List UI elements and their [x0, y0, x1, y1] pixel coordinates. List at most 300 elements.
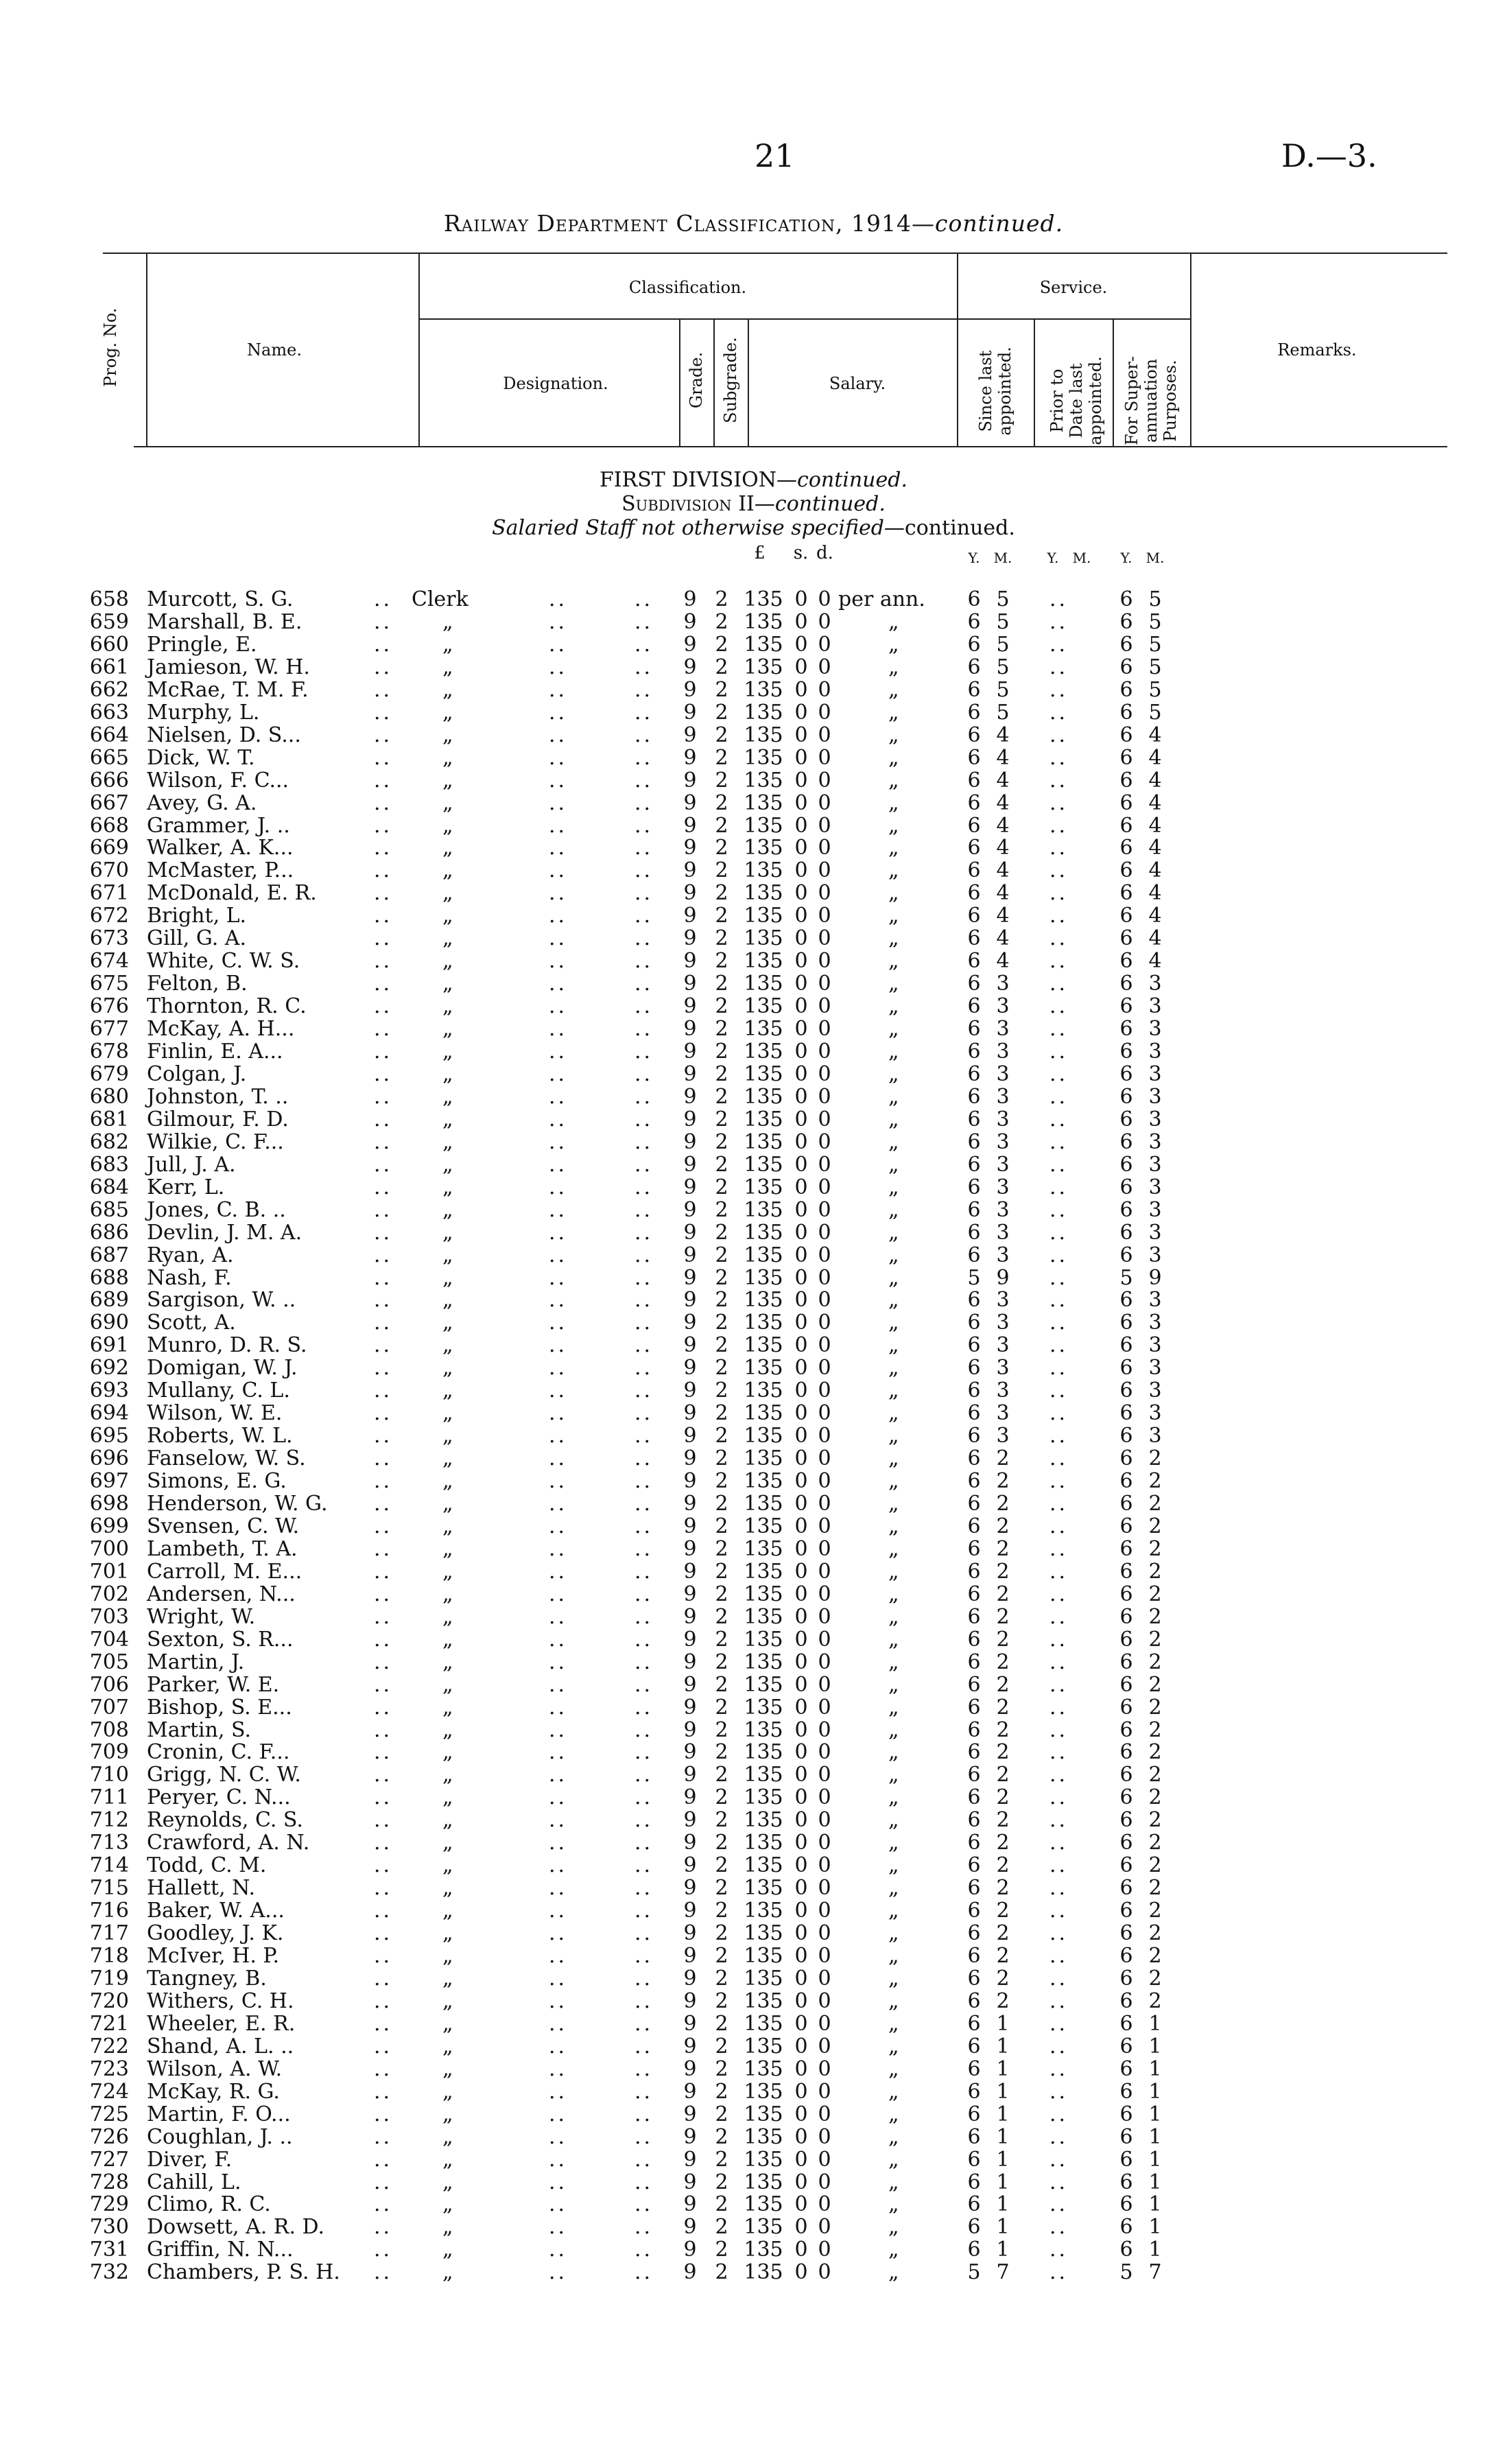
since-months: 3	[996, 1288, 1010, 1313]
leader-dots: ..	[374, 1311, 393, 1335]
grade: 9	[683, 2192, 697, 2217]
grade: 9	[683, 1084, 697, 1109]
leader-dots: ..	[374, 790, 393, 815]
leader-dots: ..	[549, 2260, 568, 2285]
leader-dots: ..	[1049, 1469, 1069, 1494]
leader-dots: ..	[1049, 836, 1069, 860]
super-months: 3	[1148, 1356, 1162, 1381]
grade: 9	[683, 1424, 697, 1448]
super-years: 6	[1119, 1446, 1133, 1471]
subgrade: 2	[715, 836, 728, 860]
since-years: 6	[967, 1853, 981, 1878]
super-months: 2	[1148, 1740, 1162, 1765]
salary-shillings: 0	[794, 926, 808, 951]
since-months: 1	[996, 2011, 1010, 2036]
designation-ditto: „	[442, 1808, 453, 1833]
person-name: Dick, W. T.	[147, 745, 255, 770]
designation-ditto: „	[442, 1040, 453, 1064]
leader-dots: ..	[374, 2192, 393, 2217]
super-months: 4	[1148, 745, 1162, 770]
since-years: 6	[967, 1175, 981, 1199]
designation-ditto: „	[442, 1492, 453, 1516]
leader-dots: ..	[374, 1197, 393, 1222]
since-months: 2	[996, 1672, 1010, 1697]
subgrade: 2	[715, 2124, 728, 2149]
salary-period-ditto: „	[888, 1650, 899, 1674]
since-months: 4	[996, 813, 1010, 838]
salary-shillings: 0	[794, 1763, 808, 1787]
salary-pounds: 135	[744, 2011, 783, 2036]
prog-no: 686	[89, 1220, 129, 1245]
leader-dots: ..	[374, 1604, 393, 1629]
leader-dots: ..	[634, 836, 654, 860]
designation-ditto: „	[442, 2102, 453, 2126]
prog-no: 718	[89, 1944, 129, 1968]
header-bottom-rule	[134, 446, 1447, 447]
leader-dots: ..	[549, 609, 568, 634]
since-years: 6	[967, 1740, 981, 1765]
salary-pounds: 135	[744, 2215, 783, 2240]
person-name: Colgan, J.	[147, 1061, 247, 1086]
leader-dots: ..	[1049, 1785, 1069, 1810]
salary-shillings: 0	[794, 1695, 808, 1720]
salary-period-ditto: „	[888, 881, 899, 906]
salary-pounds: 135	[744, 1175, 783, 1199]
since-months: 4	[996, 904, 1010, 928]
since-years: 6	[967, 745, 981, 770]
salary-pounds: 135	[744, 2079, 783, 2104]
leader-dots: ..	[374, 2034, 393, 2058]
leader-dots: ..	[1049, 2260, 1069, 2285]
super-years: 6	[1119, 1785, 1133, 1810]
grade: 9	[683, 1288, 697, 1313]
subgrade: 2	[715, 1876, 728, 1901]
subgrade: 2	[715, 904, 728, 928]
super-years: 6	[1119, 1559, 1133, 1584]
leader-dots: ..	[374, 723, 393, 747]
salary-pence: 0	[818, 1763, 831, 1787]
subgrade: 2	[715, 1966, 728, 1991]
since-years: 6	[967, 1582, 981, 1606]
salary-shillings: 0	[794, 1536, 808, 1561]
salary-shillings: 0	[794, 1627, 808, 1652]
since-years: 6	[967, 1356, 981, 1381]
since-years: 6	[967, 1492, 981, 1516]
salary-shillings: 0	[794, 1017, 808, 1042]
leader-dots: ..	[374, 2260, 393, 2285]
salary-shillings: 0	[794, 1582, 808, 1606]
subgrade: 2	[715, 587, 728, 611]
subdivision-heading-text: Subdivision II—	[621, 492, 775, 516]
salary-shillings: 0	[794, 1559, 808, 1584]
super-months: 3	[1148, 972, 1162, 996]
grade: 9	[683, 1853, 697, 1878]
leader-dots: ..	[374, 1040, 393, 1064]
salary-pounds: 135	[744, 836, 783, 860]
leader-dots: ..	[634, 2056, 654, 2081]
leader-dots: ..	[1049, 745, 1069, 770]
person-name: Wilson, W. E.	[147, 1401, 283, 1426]
salary-shillings: 0	[794, 1084, 808, 1109]
salary-period-ditto: „	[888, 1129, 899, 1154]
since-years: 6	[967, 1333, 981, 1358]
header-mid-rule	[418, 318, 1190, 320]
division-heading-text: FIRST DIVISION—	[599, 468, 798, 492]
super-years: 6	[1119, 1876, 1133, 1901]
designation-ditto: „	[442, 1311, 453, 1335]
prog-no: 667	[89, 790, 129, 815]
salary-pence: 0	[818, 1672, 831, 1697]
grade: 9	[683, 836, 697, 860]
subgrade: 2	[715, 1492, 728, 1516]
header-divider	[1190, 253, 1191, 446]
salary-pounds: 135	[744, 1604, 783, 1629]
leader-dots: ..	[549, 1265, 568, 1290]
leader-dots: ..	[1049, 858, 1069, 883]
prog-no: 698	[89, 1492, 129, 1516]
person-name: White, C. W. S.	[147, 949, 300, 974]
salary-shillings: 0	[794, 1876, 808, 1901]
salary-period-ditto: „	[888, 1559, 899, 1584]
salary-shillings: 0	[794, 1650, 808, 1674]
person-name: Nielsen, D. S...	[147, 723, 301, 747]
salary-pounds: 135	[744, 1061, 783, 1086]
person-name: Gilmour, F. D.	[147, 1107, 289, 1131]
super-months: 2	[1148, 1899, 1162, 1923]
designation-ditto: „	[442, 1536, 453, 1561]
salary-period-ditto: „	[888, 1469, 899, 1494]
salary-period-ditto: „	[888, 1107, 899, 1131]
leader-dots: ..	[1049, 1899, 1069, 1923]
salary-pence: 0	[818, 1040, 831, 1064]
leader-dots: ..	[634, 1469, 654, 1494]
grade: 9	[683, 1017, 697, 1042]
salary-period-ditto: „	[888, 1197, 899, 1222]
unit-months: M.	[1146, 550, 1165, 566]
leader-dots: ..	[374, 926, 393, 951]
salary-shillings: 0	[794, 609, 808, 634]
leader-dots: ..	[374, 2079, 393, 2104]
salary-pounds: 135	[744, 1717, 783, 1742]
salary-shillings: 0	[794, 858, 808, 883]
salary-pence: 0	[818, 745, 831, 770]
leader-dots: ..	[549, 904, 568, 928]
super-years: 6	[1119, 745, 1133, 770]
salary-period-ditto: „	[888, 1921, 899, 1946]
designation-ditto: „	[442, 1152, 453, 1177]
leader-dots: ..	[1049, 1061, 1069, 1086]
salary-shillings: 0	[794, 1401, 808, 1426]
header-divider	[1113, 318, 1114, 446]
super-years: 6	[1119, 2147, 1133, 2172]
subgrade: 2	[715, 1017, 728, 1042]
leader-dots: ..	[549, 1831, 568, 1855]
prog-no: 699	[89, 1514, 129, 1538]
salary-pence: 0	[818, 836, 831, 860]
super-months: 1	[1148, 2124, 1162, 2149]
super-years: 6	[1119, 836, 1133, 860]
salary-pence: 0	[818, 768, 831, 793]
salary-pounds: 135	[744, 2238, 783, 2262]
designation-ditto: „	[442, 1265, 453, 1290]
salary-pounds: 135	[744, 926, 783, 951]
since-years: 6	[967, 1944, 981, 1968]
leader-dots: ..	[549, 2147, 568, 2172]
leader-dots: ..	[1049, 655, 1069, 679]
leader-dots: ..	[549, 1582, 568, 1606]
prog-no: 693	[89, 1378, 129, 1403]
since-months: 3	[996, 972, 1010, 996]
salary-shillings: 0	[794, 2260, 808, 2285]
prog-no: 709	[89, 1740, 129, 1765]
leader-dots: ..	[374, 587, 393, 611]
salary-shillings: 0	[794, 1853, 808, 1878]
since-years: 6	[967, 2102, 981, 2126]
grade: 9	[683, 700, 697, 725]
salary-pence: 0	[818, 1424, 831, 1448]
salary-pence: 0	[818, 1129, 831, 1154]
salary-shillings: 0	[794, 768, 808, 793]
subgrade: 2	[715, 1084, 728, 1109]
subgrade: 2	[715, 609, 728, 634]
salary-pounds: 135	[744, 1514, 783, 1538]
salary-pounds: 135	[744, 2102, 783, 2126]
leader-dots: ..	[634, 1492, 654, 1516]
person-name: Bright, L.	[147, 904, 247, 928]
leader-dots: ..	[1049, 1853, 1069, 1878]
since-years: 6	[967, 1197, 981, 1222]
super-months: 3	[1148, 1197, 1162, 1222]
grade: 9	[683, 2260, 697, 2285]
grade: 9	[683, 2215, 697, 2240]
subgrade: 2	[715, 1785, 728, 1810]
salary-shillings: 0	[794, 1469, 808, 1494]
prog-no: 708	[89, 1717, 129, 1742]
since-months: 2	[996, 1966, 1010, 1991]
salary-pounds: 135	[744, 813, 783, 838]
leader-dots: ..	[374, 1853, 393, 1878]
leader-dots: ..	[634, 1966, 654, 1991]
salary-pounds: 135	[744, 768, 783, 793]
subgrade: 2	[715, 881, 728, 906]
leader-dots: ..	[374, 949, 393, 974]
designation-ditto: „	[442, 813, 453, 838]
designation-ditto: „	[442, 2170, 453, 2194]
leader-dots: ..	[634, 972, 654, 996]
leader-dots: ..	[1049, 1559, 1069, 1584]
since-years: 6	[967, 1921, 981, 1946]
super-years: 6	[1119, 1966, 1133, 1991]
since-years: 6	[967, 972, 981, 996]
since-months: 2	[996, 1695, 1010, 1720]
leader-dots: ..	[549, 2124, 568, 2149]
since-months: 1	[996, 2238, 1010, 2262]
salary-period-ditto: „	[888, 655, 899, 679]
leader-dots: ..	[374, 1650, 393, 1674]
salary-pounds: 135	[744, 1672, 783, 1697]
leader-dots: ..	[549, 2170, 568, 2194]
salary-shillings: 0	[794, 1288, 808, 1313]
salary-pence: 0	[818, 1175, 831, 1199]
since-months: 1	[996, 2034, 1010, 2058]
super-years: 6	[1119, 587, 1133, 611]
salary-pence: 0	[818, 655, 831, 679]
designation-ditto: „	[442, 2124, 453, 2149]
salary-shillings: 0	[794, 1040, 808, 1064]
prog-no: 671	[89, 881, 129, 906]
salary-pence: 0	[818, 2147, 831, 2172]
since-months: 4	[996, 949, 1010, 974]
salary-period-ditto: „	[888, 1288, 899, 1313]
leader-dots: ..	[1049, 1831, 1069, 1855]
leader-dots: ..	[634, 700, 654, 725]
since-months: 3	[996, 1040, 1010, 1064]
subgrade: 2	[715, 1853, 728, 1878]
salary-period-ditto: „	[888, 1514, 899, 1538]
salary-pence: 0	[818, 1265, 831, 1290]
designation-ditto: „	[442, 1582, 453, 1606]
person-name: Jull, J. A.	[147, 1152, 236, 1177]
staff-heading-text: Salaried Staff not otherwise specified—	[492, 516, 905, 540]
designation-ditto: „	[442, 1514, 453, 1538]
salary-pence: 0	[818, 1107, 831, 1131]
prog-no: 722	[89, 2034, 129, 2058]
super-months: 4	[1148, 904, 1162, 928]
since-months: 3	[996, 1152, 1010, 1177]
leader-dots: ..	[1049, 723, 1069, 747]
since-years: 6	[967, 1672, 981, 1697]
leader-dots: ..	[634, 1152, 654, 1177]
leader-dots: ..	[374, 2124, 393, 2149]
grade: 9	[683, 1378, 697, 1403]
salary-pounds: 135	[744, 1017, 783, 1042]
salary-shillings: 0	[794, 2170, 808, 2194]
person-name: Climo, R. C.	[147, 2192, 271, 2217]
since-years: 6	[967, 1988, 981, 2013]
super-years: 6	[1119, 858, 1133, 883]
leader-dots: ..	[374, 813, 393, 838]
salary-pence: 0	[818, 1582, 831, 1606]
salary-period-ditto: „	[888, 1740, 899, 1765]
leader-dots: ..	[549, 1040, 568, 1064]
subgrade: 2	[715, 632, 728, 657]
super-years: 6	[1119, 768, 1133, 793]
designation-ditto: „	[442, 1831, 453, 1855]
prog-no: 697	[89, 1469, 129, 1494]
leader-dots: ..	[549, 1017, 568, 1042]
salary-shillings: 0	[794, 2011, 808, 2036]
since-months: 3	[996, 1401, 1010, 1426]
prog-no: 689	[89, 1288, 129, 1313]
super-years: 6	[1119, 1152, 1133, 1177]
super-years: 6	[1119, 2079, 1133, 2104]
salary-shillings: 0	[794, 1197, 808, 1222]
grade: 9	[683, 1220, 697, 1245]
leader-dots: ..	[549, 1604, 568, 1629]
person-name: Martin, J.	[147, 1650, 245, 1674]
super-months: 2	[1148, 1763, 1162, 1787]
salary-period-ditto: „	[888, 949, 899, 974]
super-months: 4	[1148, 813, 1162, 838]
super-months: 5	[1148, 632, 1162, 657]
salary-pounds: 135	[744, 1129, 783, 1154]
person-name: Grammer, J. ..	[147, 813, 290, 838]
leader-dots: ..	[549, 972, 568, 996]
grade: 9	[683, 1740, 697, 1765]
since-months: 3	[996, 1084, 1010, 1109]
salary-pence: 0	[818, 1536, 831, 1561]
leader-dots: ..	[549, 926, 568, 951]
salary-pence: 0	[818, 813, 831, 838]
since-years: 6	[967, 609, 981, 634]
super-months: 4	[1148, 858, 1162, 883]
person-name: McRae, T. M. F.	[147, 677, 309, 702]
subgrade: 2	[715, 655, 728, 679]
person-name: Peryer, C. N...	[147, 1785, 291, 1810]
grade: 9	[683, 2124, 697, 2149]
leader-dots: ..	[374, 1152, 393, 1177]
grade: 9	[683, 1175, 697, 1199]
prog-no: 727	[89, 2147, 129, 2172]
salary-period-ditto: „	[888, 2124, 899, 2149]
leader-dots: ..	[1049, 1988, 1069, 2013]
salary-pence: 0	[818, 1899, 831, 1923]
leader-dots: ..	[549, 858, 568, 883]
grade: 9	[683, 1966, 697, 1991]
person-name: Walker, A. K...	[147, 836, 294, 860]
since-years: 6	[967, 1424, 981, 1448]
super-years: 6	[1119, 723, 1133, 747]
salary-period-ditto: „	[888, 813, 899, 838]
prog-no: 690	[89, 1311, 129, 1335]
salary-shillings: 0	[794, 813, 808, 838]
salary-shillings: 0	[794, 1424, 808, 1448]
since-months: 2	[996, 1921, 1010, 1946]
designation-ditto: „	[442, 1740, 453, 1765]
person-name: Sargison, W. ..	[147, 1288, 296, 1313]
leader-dots: ..	[374, 904, 393, 928]
header-superannuation: For Super-annuation Purposes.	[1122, 356, 1180, 445]
subgrade: 2	[715, 1695, 728, 1720]
super-months: 1	[1148, 2011, 1162, 2036]
super-years: 6	[1119, 2170, 1133, 2194]
leader-dots: ..	[374, 972, 393, 996]
leader-dots: ..	[634, 1808, 654, 1833]
leader-dots: ..	[549, 700, 568, 725]
salary-pounds: 135	[744, 858, 783, 883]
salary-pounds: 135	[744, 1559, 783, 1584]
salary-period-ditto: „	[888, 1040, 899, 1064]
grade: 9	[683, 2170, 697, 2194]
leader-dots: ..	[1049, 609, 1069, 634]
prog-no: 726	[89, 2124, 129, 2149]
leader-dots: ..	[1049, 1514, 1069, 1538]
since-months: 4	[996, 745, 1010, 770]
grade: 9	[683, 1899, 697, 1923]
subgrade: 2	[715, 1672, 728, 1697]
designation-ditto: „	[442, 836, 453, 860]
grade: 9	[683, 858, 697, 883]
leader-dots: ..	[634, 1627, 654, 1652]
leader-dots: ..	[634, 1040, 654, 1064]
salary-pounds: 135	[744, 1740, 783, 1765]
grade: 9	[683, 1808, 697, 1833]
prog-no: 659	[89, 609, 129, 634]
designation-ditto: „	[442, 1785, 453, 1810]
salary-pence: 0	[818, 1401, 831, 1426]
grade: 9	[683, 1582, 697, 1606]
person-name: Reynolds, C. S.	[147, 1808, 303, 1833]
